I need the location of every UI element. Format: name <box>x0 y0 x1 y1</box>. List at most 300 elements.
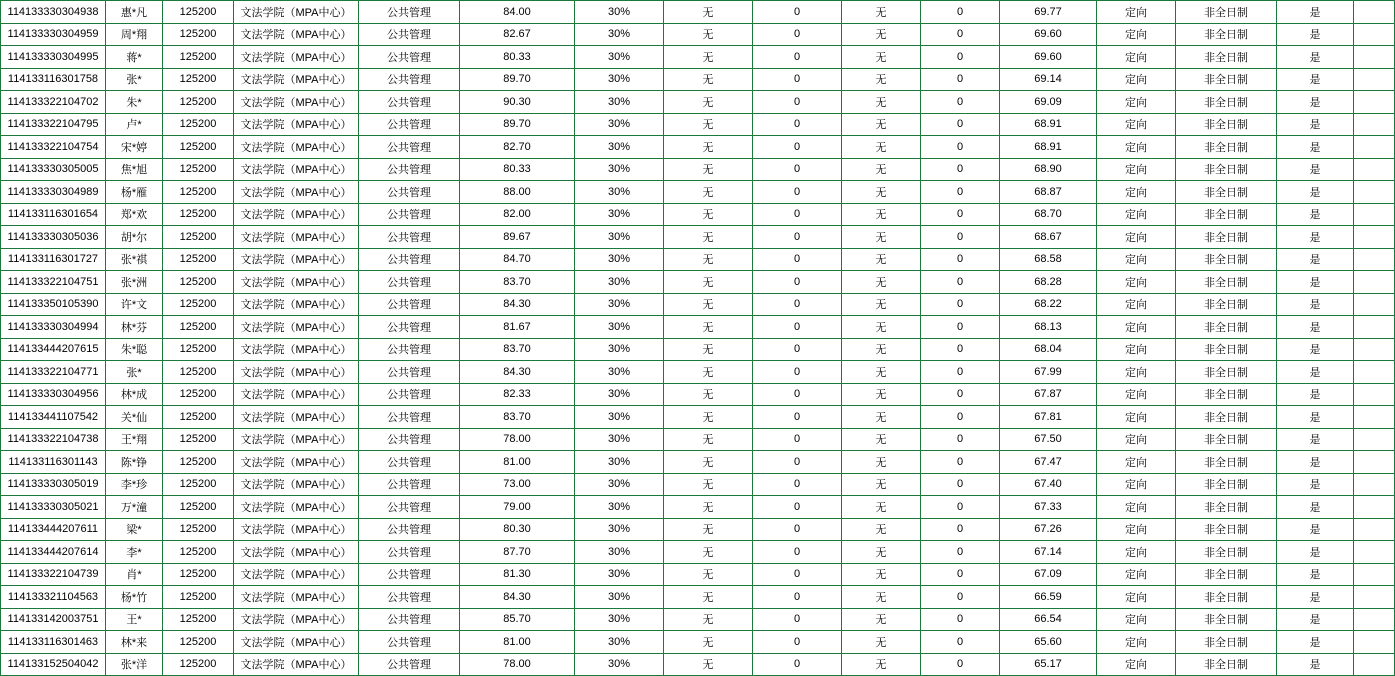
cell-zero1: 0 <box>753 653 842 676</box>
cell-score: 78.00 <box>460 428 575 451</box>
cell-none1: 无 <box>664 406 753 429</box>
cell-id: 114133322104738 <box>1 428 106 451</box>
cell-spacer <box>1354 383 1395 406</box>
cell-none2: 无 <box>842 248 921 271</box>
cell-score: 84.70 <box>460 248 575 271</box>
cell-total: 68.91 <box>1000 136 1097 159</box>
table-row <box>1 91 1395 114</box>
cell-score: 81.67 <box>460 316 575 339</box>
cell-flag: 是 <box>1277 496 1354 519</box>
cell-zero2: 0 <box>921 226 1000 249</box>
cell-id: 114133116301143 <box>1 451 106 474</box>
cell-spacer <box>1354 91 1395 114</box>
cell-percent: 30% <box>575 428 664 451</box>
table-row <box>1 518 1395 541</box>
cell-zero2: 0 <box>921 293 1000 316</box>
cell-id: 114133330304995 <box>1 46 106 69</box>
cell-major: 公共管理 <box>359 113 460 136</box>
cell-spacer <box>1354 181 1395 204</box>
cell-code: 125200 <box>163 631 234 654</box>
cell-funding: 非全日制 <box>1176 68 1277 91</box>
cell-zero2: 0 <box>921 23 1000 46</box>
cell-id: 114133322104795 <box>1 113 106 136</box>
cell-funding: 非全日制 <box>1176 338 1277 361</box>
cell-flag: 是 <box>1277 316 1354 339</box>
cell-college: 文法学院（MPA中心） <box>234 653 359 676</box>
cell-zero2: 0 <box>921 203 1000 226</box>
table-row <box>1 181 1395 204</box>
cell-id: 114133322104771 <box>1 361 106 384</box>
cell-id: 114133330304956 <box>1 383 106 406</box>
cell-funding: 非全日制 <box>1176 518 1277 541</box>
cell-zero2: 0 <box>921 541 1000 564</box>
cell-name: 王*翔 <box>106 428 163 451</box>
cell-major: 公共管理 <box>359 293 460 316</box>
cell-id: 114133350105390 <box>1 293 106 316</box>
table-row <box>1 46 1395 69</box>
cell-id: 114133116301654 <box>1 203 106 226</box>
cell-spacer <box>1354 406 1395 429</box>
cell-none2: 无 <box>842 136 921 159</box>
cell-zero1: 0 <box>753 68 842 91</box>
cell-id: 114133330304989 <box>1 181 106 204</box>
cell-none2: 无 <box>842 406 921 429</box>
cell-zero2: 0 <box>921 338 1000 361</box>
cell-name: 胡*尔 <box>106 226 163 249</box>
cell-zero1: 0 <box>753 203 842 226</box>
cell-none2: 无 <box>842 338 921 361</box>
cell-id: 114133330305021 <box>1 496 106 519</box>
cell-zero1: 0 <box>753 1 842 24</box>
cell-college: 文法学院（MPA中心） <box>234 136 359 159</box>
cell-flag: 是 <box>1277 541 1354 564</box>
cell-direction: 定向 <box>1097 23 1176 46</box>
cell-score: 81.00 <box>460 631 575 654</box>
cell-funding: 非全日制 <box>1176 563 1277 586</box>
cell-direction: 定向 <box>1097 451 1176 474</box>
cell-direction: 定向 <box>1097 473 1176 496</box>
table-row <box>1 496 1395 519</box>
cell-name: 杨*雁 <box>106 181 163 204</box>
cell-percent: 30% <box>575 68 664 91</box>
cell-funding: 非全日制 <box>1176 406 1277 429</box>
table-row <box>1 316 1395 339</box>
cell-score: 82.00 <box>460 203 575 226</box>
cell-none1: 无 <box>664 158 753 181</box>
cell-flag: 是 <box>1277 451 1354 474</box>
cell-spacer <box>1354 248 1395 271</box>
cell-funding: 非全日制 <box>1176 361 1277 384</box>
cell-none1: 无 <box>664 496 753 519</box>
cell-none1: 无 <box>664 586 753 609</box>
cell-total: 69.60 <box>1000 46 1097 69</box>
cell-flag: 是 <box>1277 68 1354 91</box>
cell-college: 文法学院（MPA中心） <box>234 496 359 519</box>
cell-major: 公共管理 <box>359 608 460 631</box>
cell-major: 公共管理 <box>359 541 460 564</box>
cell-total: 65.60 <box>1000 631 1097 654</box>
cell-direction: 定向 <box>1097 181 1176 204</box>
cell-percent: 30% <box>575 586 664 609</box>
cell-id: 114133322104739 <box>1 563 106 586</box>
cell-code: 125200 <box>163 136 234 159</box>
cell-major: 公共管理 <box>359 518 460 541</box>
cell-flag: 是 <box>1277 586 1354 609</box>
cell-name: 许*文 <box>106 293 163 316</box>
cell-none1: 无 <box>664 541 753 564</box>
cell-none1: 无 <box>664 1 753 24</box>
cell-name: 张* <box>106 68 163 91</box>
cell-none1: 无 <box>664 383 753 406</box>
cell-zero2: 0 <box>921 608 1000 631</box>
cell-name: 张*祺 <box>106 248 163 271</box>
table-row <box>1 631 1395 654</box>
cell-none2: 无 <box>842 608 921 631</box>
cell-none1: 无 <box>664 68 753 91</box>
cell-none2: 无 <box>842 496 921 519</box>
table-row <box>1 1 1395 24</box>
cell-id: 114133116301463 <box>1 631 106 654</box>
cell-spacer <box>1354 203 1395 226</box>
cell-name: 张* <box>106 361 163 384</box>
cell-zero1: 0 <box>753 496 842 519</box>
cell-id: 114133330305036 <box>1 226 106 249</box>
cell-zero2: 0 <box>921 181 1000 204</box>
cell-funding: 非全日制 <box>1176 271 1277 294</box>
cell-spacer <box>1354 46 1395 69</box>
cell-funding: 非全日制 <box>1176 158 1277 181</box>
cell-college: 文法学院（MPA中心） <box>234 181 359 204</box>
cell-zero2: 0 <box>921 518 1000 541</box>
cell-name: 杨*竹 <box>106 586 163 609</box>
cell-none2: 无 <box>842 586 921 609</box>
cell-funding: 非全日制 <box>1176 113 1277 136</box>
cell-flag: 是 <box>1277 23 1354 46</box>
cell-percent: 30% <box>575 518 664 541</box>
cell-spacer <box>1354 608 1395 631</box>
cell-none2: 无 <box>842 203 921 226</box>
cell-college: 文法学院（MPA中心） <box>234 586 359 609</box>
cell-total: 66.59 <box>1000 586 1097 609</box>
cell-none1: 无 <box>664 428 753 451</box>
cell-name: 李*珍 <box>106 473 163 496</box>
cell-code: 125200 <box>163 496 234 519</box>
cell-spacer <box>1354 473 1395 496</box>
cell-none1: 无 <box>664 271 753 294</box>
cell-code: 125200 <box>163 518 234 541</box>
cell-none2: 无 <box>842 23 921 46</box>
cell-flag: 是 <box>1277 361 1354 384</box>
cell-major: 公共管理 <box>359 473 460 496</box>
table-row <box>1 271 1395 294</box>
cell-code: 125200 <box>163 586 234 609</box>
cell-zero1: 0 <box>753 518 842 541</box>
cell-percent: 30% <box>575 226 664 249</box>
cell-id: 114133142003751 <box>1 608 106 631</box>
cell-direction: 定向 <box>1097 158 1176 181</box>
cell-funding: 非全日制 <box>1176 226 1277 249</box>
cell-direction: 定向 <box>1097 541 1176 564</box>
cell-name: 林*芬 <box>106 316 163 339</box>
cell-zero2: 0 <box>921 563 1000 586</box>
cell-total: 67.14 <box>1000 541 1097 564</box>
cell-code: 125200 <box>163 181 234 204</box>
cell-none1: 无 <box>664 338 753 361</box>
cell-spacer <box>1354 23 1395 46</box>
cell-name: 林*来 <box>106 631 163 654</box>
cell-code: 125200 <box>163 541 234 564</box>
cell-code: 125200 <box>163 361 234 384</box>
cell-none1: 无 <box>664 608 753 631</box>
cell-major: 公共管理 <box>359 248 460 271</box>
cell-total: 67.81 <box>1000 406 1097 429</box>
cell-major: 公共管理 <box>359 428 460 451</box>
cell-college: 文法学院（MPA中心） <box>234 608 359 631</box>
cell-score: 84.30 <box>460 361 575 384</box>
cell-code: 125200 <box>163 563 234 586</box>
cell-college: 文法学院（MPA中心） <box>234 91 359 114</box>
cell-college: 文法学院（MPA中心） <box>234 541 359 564</box>
cell-code: 125200 <box>163 316 234 339</box>
cell-direction: 定向 <box>1097 316 1176 339</box>
cell-zero2: 0 <box>921 496 1000 519</box>
table-row <box>1 248 1395 271</box>
cell-score: 82.67 <box>460 23 575 46</box>
cell-none2: 无 <box>842 91 921 114</box>
table-row <box>1 451 1395 474</box>
cell-id: 114133322104754 <box>1 136 106 159</box>
cell-total: 68.04 <box>1000 338 1097 361</box>
cell-direction: 定向 <box>1097 226 1176 249</box>
cell-none2: 无 <box>842 113 921 136</box>
cell-direction: 定向 <box>1097 361 1176 384</box>
cell-name: 卢* <box>106 113 163 136</box>
cell-direction: 定向 <box>1097 113 1176 136</box>
cell-college: 文法学院（MPA中心） <box>234 158 359 181</box>
cell-flag: 是 <box>1277 338 1354 361</box>
cell-zero1: 0 <box>753 541 842 564</box>
cell-college: 文法学院（MPA中心） <box>234 473 359 496</box>
cell-none1: 无 <box>664 473 753 496</box>
cell-spacer <box>1354 653 1395 676</box>
cell-score: 83.70 <box>460 406 575 429</box>
cell-percent: 30% <box>575 451 664 474</box>
cell-zero2: 0 <box>921 406 1000 429</box>
cell-funding: 非全日制 <box>1176 451 1277 474</box>
cell-percent: 30% <box>575 361 664 384</box>
cell-spacer <box>1354 68 1395 91</box>
cell-spacer <box>1354 518 1395 541</box>
cell-none1: 无 <box>664 136 753 159</box>
cell-zero2: 0 <box>921 361 1000 384</box>
cell-direction: 定向 <box>1097 248 1176 271</box>
cell-none1: 无 <box>664 23 753 46</box>
cell-percent: 30% <box>575 316 664 339</box>
cell-direction: 定向 <box>1097 631 1176 654</box>
cell-zero1: 0 <box>753 406 842 429</box>
cell-major: 公共管理 <box>359 68 460 91</box>
cell-none2: 无 <box>842 271 921 294</box>
cell-code: 125200 <box>163 158 234 181</box>
cell-spacer <box>1354 158 1395 181</box>
cell-id: 114133330305019 <box>1 473 106 496</box>
cell-spacer <box>1354 271 1395 294</box>
cell-zero1: 0 <box>753 248 842 271</box>
cell-name: 张*洲 <box>106 271 163 294</box>
cell-score: 88.00 <box>460 181 575 204</box>
cell-none1: 无 <box>664 631 753 654</box>
cell-name: 朱*聪 <box>106 338 163 361</box>
cell-score: 81.00 <box>460 451 575 474</box>
cell-none1: 无 <box>664 248 753 271</box>
table-row <box>1 653 1395 676</box>
cell-percent: 30% <box>575 293 664 316</box>
cell-flag: 是 <box>1277 563 1354 586</box>
cell-spacer <box>1354 428 1395 451</box>
cell-id: 114133116301727 <box>1 248 106 271</box>
cell-id: 114133322104702 <box>1 91 106 114</box>
cell-total: 68.70 <box>1000 203 1097 226</box>
cell-spacer <box>1354 586 1395 609</box>
cell-percent: 30% <box>575 608 664 631</box>
cell-zero2: 0 <box>921 113 1000 136</box>
table-row <box>1 226 1395 249</box>
table-row <box>1 338 1395 361</box>
cell-zero1: 0 <box>753 158 842 181</box>
cell-code: 125200 <box>163 271 234 294</box>
cell-flag: 是 <box>1277 1 1354 24</box>
cell-zero2: 0 <box>921 451 1000 474</box>
table-row <box>1 136 1395 159</box>
cell-none2: 无 <box>842 46 921 69</box>
table-row <box>1 563 1395 586</box>
cell-code: 125200 <box>163 46 234 69</box>
cell-none2: 无 <box>842 181 921 204</box>
cell-direction: 定向 <box>1097 46 1176 69</box>
cell-total: 68.90 <box>1000 158 1097 181</box>
cell-zero1: 0 <box>753 226 842 249</box>
cell-percent: 30% <box>575 383 664 406</box>
table-row <box>1 113 1395 136</box>
cell-zero2: 0 <box>921 316 1000 339</box>
cell-code: 125200 <box>163 338 234 361</box>
cell-zero2: 0 <box>921 631 1000 654</box>
cell-zero1: 0 <box>753 586 842 609</box>
cell-none1: 无 <box>664 316 753 339</box>
cell-total: 68.22 <box>1000 293 1097 316</box>
cell-total: 67.26 <box>1000 518 1097 541</box>
cell-zero1: 0 <box>753 293 842 316</box>
cell-score: 82.33 <box>460 383 575 406</box>
cell-flag: 是 <box>1277 181 1354 204</box>
cell-college: 文法学院（MPA中心） <box>234 271 359 294</box>
cell-spacer <box>1354 361 1395 384</box>
cell-zero2: 0 <box>921 383 1000 406</box>
cell-college: 文法学院（MPA中心） <box>234 406 359 429</box>
cell-funding: 非全日制 <box>1176 383 1277 406</box>
cell-none2: 无 <box>842 653 921 676</box>
cell-major: 公共管理 <box>359 271 460 294</box>
cell-major: 公共管理 <box>359 631 460 654</box>
cell-none2: 无 <box>842 563 921 586</box>
cell-id: 114133330304959 <box>1 23 106 46</box>
cell-zero1: 0 <box>753 338 842 361</box>
cell-major: 公共管理 <box>359 383 460 406</box>
cell-percent: 30% <box>575 91 664 114</box>
cell-none1: 无 <box>664 563 753 586</box>
cell-funding: 非全日制 <box>1176 293 1277 316</box>
cell-code: 125200 <box>163 203 234 226</box>
cell-college: 文法学院（MPA中心） <box>234 226 359 249</box>
cell-zero1: 0 <box>753 428 842 451</box>
cell-spacer <box>1354 563 1395 586</box>
cell-college: 文法学院（MPA中心） <box>234 203 359 226</box>
cell-funding: 非全日制 <box>1176 631 1277 654</box>
cell-total: 68.87 <box>1000 181 1097 204</box>
cell-flag: 是 <box>1277 46 1354 69</box>
cell-score: 73.00 <box>460 473 575 496</box>
cell-college: 文法学院（MPA中心） <box>234 248 359 271</box>
cell-flag: 是 <box>1277 518 1354 541</box>
cell-id: 114133322104751 <box>1 271 106 294</box>
cell-zero2: 0 <box>921 158 1000 181</box>
cell-direction: 定向 <box>1097 68 1176 91</box>
cell-spacer <box>1354 496 1395 519</box>
cell-none2: 无 <box>842 383 921 406</box>
cell-spacer <box>1354 136 1395 159</box>
cell-funding: 非全日制 <box>1176 91 1277 114</box>
cell-direction: 定向 <box>1097 608 1176 631</box>
cell-score: 87.70 <box>460 541 575 564</box>
cell-direction: 定向 <box>1097 653 1176 676</box>
table-row <box>1 586 1395 609</box>
cell-name: 焦*旭 <box>106 158 163 181</box>
cell-college: 文法学院（MPA中心） <box>234 46 359 69</box>
cell-score: 83.70 <box>460 271 575 294</box>
cell-spacer <box>1354 451 1395 474</box>
cell-none1: 无 <box>664 361 753 384</box>
cell-spacer <box>1354 293 1395 316</box>
cell-code: 125200 <box>163 383 234 406</box>
cell-code: 125200 <box>163 608 234 631</box>
cell-none2: 无 <box>842 518 921 541</box>
cell-percent: 30% <box>575 1 664 24</box>
cell-funding: 非全日制 <box>1176 653 1277 676</box>
cell-code: 125200 <box>163 473 234 496</box>
table-row <box>1 23 1395 46</box>
cell-college: 文法学院（MPA中心） <box>234 563 359 586</box>
cell-zero1: 0 <box>753 608 842 631</box>
cell-total: 69.60 <box>1000 23 1097 46</box>
cell-code: 125200 <box>163 68 234 91</box>
cell-percent: 30% <box>575 271 664 294</box>
cell-college: 文法学院（MPA中心） <box>234 518 359 541</box>
cell-zero2: 0 <box>921 136 1000 159</box>
cell-score: 80.30 <box>460 518 575 541</box>
cell-direction: 定向 <box>1097 428 1176 451</box>
table-row <box>1 473 1395 496</box>
cell-name: 张*洋 <box>106 653 163 676</box>
cell-total: 67.09 <box>1000 563 1097 586</box>
cell-zero2: 0 <box>921 91 1000 114</box>
cell-zero2: 0 <box>921 586 1000 609</box>
cell-id: 114133330304994 <box>1 316 106 339</box>
cell-major: 公共管理 <box>359 203 460 226</box>
cell-score: 84.30 <box>460 293 575 316</box>
cell-funding: 非全日制 <box>1176 203 1277 226</box>
cell-direction: 定向 <box>1097 136 1176 159</box>
cell-zero1: 0 <box>753 91 842 114</box>
